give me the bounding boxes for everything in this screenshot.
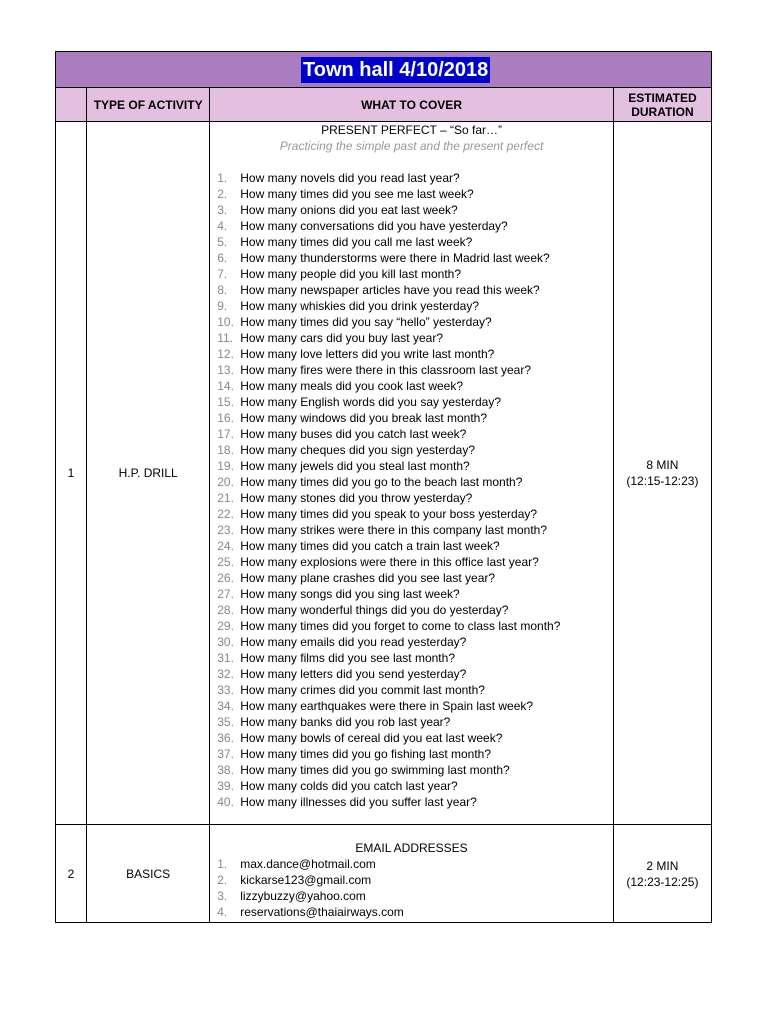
item-number: 40. <box>217 795 234 809</box>
item-text: How many times did you go fishing last month? <box>240 747 492 761</box>
item-number: 27. <box>217 587 234 601</box>
duration-minutes: 8 MIN <box>646 458 679 472</box>
item-text: How many wonderful things did you do yesterday? <box>240 603 509 617</box>
item-text: How many buses did you catch last week? <box>240 427 467 441</box>
section-subtitle: Practicing the simple past and the present perfect <box>279 139 544 153</box>
question-item <box>210 778 613 794</box>
item-text: How many songs did you sing last week? <box>240 587 460 601</box>
question-item <box>210 378 613 394</box>
item-number: 5. <box>217 235 228 249</box>
item-text: How many people did you kill last month? <box>240 267 462 281</box>
item-text: How many meals did you cook last week? <box>240 379 464 393</box>
item-number: 11. <box>217 331 234 345</box>
question-item <box>210 458 613 474</box>
item-number: 1. <box>217 171 228 185</box>
item-text: How many bowls of cereal did you eat last week? <box>240 731 503 745</box>
question-item <box>210 394 613 410</box>
question-item <box>210 730 613 746</box>
item-text: How many illnesses did you suffer last year? <box>240 795 477 809</box>
item-text: How many plane crashes did you see last year? <box>240 571 496 585</box>
item-number: 22. <box>217 507 234 521</box>
question-item <box>210 554 613 570</box>
item-text: How many love letters did you write last month? <box>240 347 495 361</box>
question-item <box>210 218 613 234</box>
item-number: 32. <box>217 667 234 681</box>
item-text: How many emails did you read yesterday? <box>240 635 467 649</box>
item-number: 37. <box>217 747 234 761</box>
table-row <box>56 122 712 825</box>
question-item <box>210 202 613 218</box>
item-number: 14. <box>217 379 234 393</box>
item-text: How many explosions were there in this office last year? <box>240 555 539 569</box>
item-number: 8. <box>217 283 228 297</box>
item-text: How many novels did you read last year? <box>240 171 460 185</box>
question-item <box>210 426 613 442</box>
item-number: 38. <box>217 763 234 777</box>
question-item <box>210 234 613 250</box>
question-item <box>210 506 613 522</box>
item-number: 4. <box>217 905 228 919</box>
item-number: 34. <box>217 699 234 713</box>
item-text: How many times did you call me last week? <box>240 235 473 249</box>
header-number <box>56 88 87 122</box>
item-text: How many banks did you rob last year? <box>240 715 451 729</box>
question-item <box>210 714 613 730</box>
activity-type: H.P. DRILL <box>87 122 210 825</box>
item-number: 10. <box>217 315 234 329</box>
question-item <box>210 346 613 362</box>
item-number: 31. <box>217 651 234 665</box>
item-text: How many films did you see last month? <box>240 651 455 665</box>
question-item <box>210 570 613 586</box>
item-number: 15. <box>217 395 234 409</box>
item-number: 3. <box>217 889 228 903</box>
item-text: How many times did you go to the beach last month? <box>240 475 523 489</box>
page-title: Town hall 4/10/2018 <box>303 59 489 81</box>
question-item <box>210 794 613 810</box>
item-text: How many whiskies did you drink yesterday? <box>240 299 480 313</box>
item-number: 36. <box>217 731 234 745</box>
duration-time-range: (12:23-12:25) <box>626 874 699 889</box>
item-number: 35. <box>217 715 234 729</box>
question-item <box>210 746 613 762</box>
item-text: How many thunderstorms were there in Madrid last week? <box>240 251 550 265</box>
item-text: How many jewels did you steal last month? <box>240 459 470 473</box>
question-item <box>210 474 613 490</box>
item-text: lizzybuzzy@yahoo.com <box>240 889 366 903</box>
item-text: How many conversations did you have yesterday? <box>240 219 508 233</box>
item-number: 2. <box>217 873 228 887</box>
item-number: 25. <box>217 555 234 569</box>
item-text: How many times did you see me last week? <box>240 187 474 201</box>
item-text: reservations@thaiairways.com <box>240 905 404 919</box>
question-item <box>210 698 613 714</box>
item-text: How many windows did you break last month? <box>240 411 488 425</box>
section-title: PRESENT PERFECT – “So far…” <box>321 123 502 137</box>
question-item <box>210 186 613 202</box>
item-text: How many letters did you send yesterday? <box>240 667 467 681</box>
item-number: 3. <box>217 203 228 217</box>
email-item <box>210 856 613 872</box>
item-text: How many times did you go swimming last month? <box>240 763 510 777</box>
question-item <box>210 490 613 506</box>
item-number: 33. <box>217 683 234 697</box>
item-text: How many times did you say “hello” yesterday? <box>240 315 492 329</box>
item-number: 9. <box>217 299 228 313</box>
question-item <box>210 250 613 266</box>
question-item <box>210 266 613 282</box>
question-item <box>210 634 613 650</box>
item-number: 18. <box>217 443 234 457</box>
header-duration-line1: ESTIMATED <box>628 90 697 105</box>
item-number: 21. <box>217 491 234 505</box>
duration-minutes: 2 MIN <box>646 858 679 873</box>
title-bar <box>55 51 712 87</box>
item-text: How many stones did you throw yesterday? <box>240 491 473 505</box>
item-text: How many cars did you buy last year? <box>240 331 443 345</box>
question-item <box>210 314 613 330</box>
item-number: 39. <box>217 779 234 793</box>
question-item <box>210 442 613 458</box>
email-item <box>210 904 613 920</box>
header-duration <box>613 88 711 122</box>
activity-table <box>55 87 712 923</box>
question-list <box>210 170 613 810</box>
item-number: 28. <box>217 603 234 617</box>
email-list <box>210 856 613 920</box>
header-row <box>56 88 712 122</box>
item-number: 1. <box>217 857 228 871</box>
item-number: 29. <box>217 619 234 633</box>
item-number: 2. <box>217 187 228 201</box>
item-text: How many earthquakes were there in Spain last week? <box>240 699 534 713</box>
duration-cell <box>613 122 711 825</box>
item-text: How many cheques did you sign yesterday? <box>240 443 476 457</box>
item-number: 19. <box>217 459 234 473</box>
activity-sheet <box>55 51 712 923</box>
item-number: 17. <box>217 427 234 441</box>
question-item <box>210 666 613 682</box>
question-item <box>210 410 613 426</box>
item-text: How many times did you catch a train last week? <box>240 539 500 553</box>
item-number: 16. <box>217 411 234 425</box>
question-item <box>210 682 613 698</box>
item-number: 23. <box>217 523 234 537</box>
question-item <box>210 602 613 618</box>
duration-cell <box>613 825 711 923</box>
duration-time-range: (12:15-12:23) <box>626 474 699 488</box>
item-text: How many fires were there in this classroom last year? <box>240 363 532 377</box>
question-item <box>210 362 613 378</box>
item-text: How many times did you speak to your boss yesterday? <box>240 507 538 521</box>
question-item <box>210 618 613 634</box>
item-text: How many crimes did you commit last month? <box>240 683 485 697</box>
header-duration-line2: DURATION <box>631 104 694 119</box>
email-item <box>210 888 613 904</box>
item-number: 24. <box>217 539 234 553</box>
item-text: How many English words did you say yesterday? <box>240 395 502 409</box>
question-item <box>210 650 613 666</box>
row-number: 1 <box>56 122 87 825</box>
question-item <box>210 538 613 554</box>
question-item <box>210 586 613 602</box>
item-text: How many colds did you catch last year? <box>240 779 458 793</box>
item-number: 13. <box>217 363 234 377</box>
activity-type: BASICS <box>87 825 210 923</box>
section-title: EMAIL ADDRESSES <box>355 841 468 855</box>
question-item <box>210 282 613 298</box>
header-type: TYPE OF ACTIVITY <box>87 88 210 122</box>
question-item <box>210 298 613 314</box>
item-text: kickarse123@gmail.com <box>240 873 372 887</box>
item-number: 4. <box>217 219 228 233</box>
item-number: 7. <box>217 267 228 281</box>
what-to-cover <box>210 122 614 825</box>
item-number: 12. <box>217 347 234 361</box>
table-row <box>56 825 712 923</box>
question-item <box>210 330 613 346</box>
item-number: 20. <box>217 475 234 489</box>
what-to-cover <box>210 825 614 923</box>
item-text: How many newspaper articles have you read this week? <box>240 283 540 297</box>
question-item <box>210 522 613 538</box>
item-text: max.dance@hotmail.com <box>240 857 376 871</box>
item-number: 6. <box>217 251 228 265</box>
item-number: 30. <box>217 635 234 649</box>
item-text: How many onions did you eat last week? <box>240 203 458 217</box>
item-number: 26. <box>217 571 234 585</box>
email-item <box>210 872 613 888</box>
header-what: WHAT TO COVER <box>210 88 614 122</box>
item-text: How many times did you forget to come to class last month? <box>240 619 561 633</box>
question-item <box>210 170 613 186</box>
question-item <box>210 762 613 778</box>
row-number: 2 <box>56 825 87 923</box>
item-text: How many strikes were there in this company last month? <box>240 523 548 537</box>
